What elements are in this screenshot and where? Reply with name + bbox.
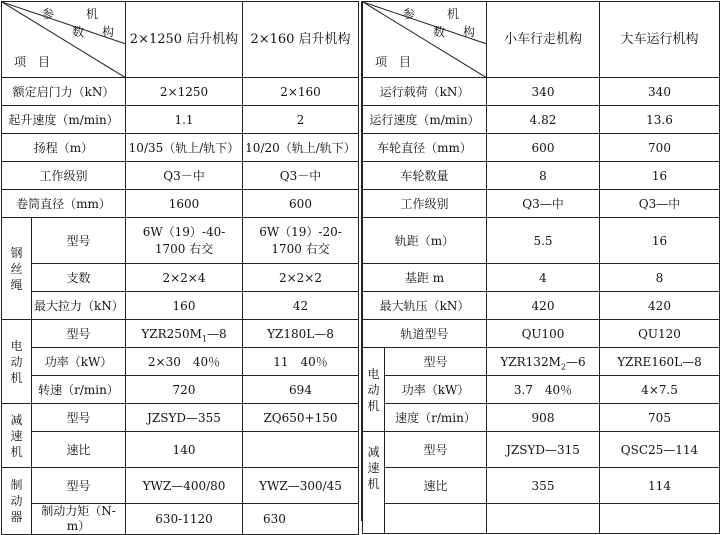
- table-row: [2, 264, 359, 292]
- cell-value: 6W（19）-40-1700 右交: [126, 218, 243, 264]
- cell-value: JZSYD—315: [487, 432, 600, 468]
- cell-value: 700: [600, 134, 720, 162]
- cell-value: 114: [600, 468, 720, 504]
- column-header-2: 2×160 启升机构: [243, 2, 359, 78]
- cell-value: 705: [600, 404, 720, 432]
- row-label: 基距 m: [363, 264, 487, 292]
- cell-value: YZ180L—8: [243, 320, 359, 348]
- cell-value: 720: [126, 376, 243, 404]
- group-label-reducer: [2, 404, 32, 468]
- cell-value: 4.82: [487, 106, 600, 134]
- model-sub: 2: [560, 361, 566, 371]
- parameter-sheet: [1, 1, 719, 533]
- table-row: [363, 106, 720, 134]
- column-header-1: 小车行走机构: [487, 2, 600, 78]
- cell-value: 160: [126, 292, 243, 320]
- group-name: 减速机: [10, 412, 23, 459]
- row-label: 型号: [385, 348, 487, 376]
- header-row: [363, 2, 720, 78]
- table-row: [2, 162, 359, 190]
- cell-value: Q3－中: [243, 162, 359, 190]
- cell-value: 13.6: [600, 106, 720, 134]
- row-label: 车轮直径（mm）: [363, 134, 487, 162]
- row-label: 工作级别: [2, 162, 126, 190]
- cell-value: 1600: [126, 190, 243, 218]
- model-main: YZR250M: [141, 326, 202, 341]
- cell-value: QSC25—114: [600, 432, 720, 468]
- cell-value: 4×7.5: [600, 376, 720, 404]
- column-header-2: 大车运行机构: [600, 2, 720, 78]
- row-label: 额定启门力（kN）: [2, 78, 126, 106]
- row-label: 扬程（m）: [2, 134, 126, 162]
- corner-header-cell: [2, 2, 126, 78]
- cell-value: 10/20（轨上/轨下）: [243, 134, 359, 162]
- table-row: [2, 432, 359, 468]
- table-row: [363, 190, 720, 218]
- header-row: [2, 2, 359, 78]
- cell-value: 3.7 40％: [487, 376, 600, 404]
- table-row: [363, 320, 720, 348]
- row-label: 卷筒直径（mm）: [2, 190, 126, 218]
- table-row: [363, 264, 720, 292]
- table-row: [2, 190, 359, 218]
- table-row: [2, 78, 359, 106]
- corner-label-shu: 数: [72, 25, 85, 39]
- table-row: [2, 468, 359, 504]
- group-label-reducer: [363, 432, 385, 534]
- row-label: 运行速度（m/min）: [363, 106, 487, 134]
- row-label: 最大拉力（kN）: [32, 292, 126, 320]
- corner-label-gou: 构: [102, 25, 115, 39]
- empty-cell: [385, 504, 487, 534]
- cell-value: 8: [600, 264, 720, 292]
- row-label: 制动力矩（N-m）: [32, 504, 126, 535]
- empty-cell: [487, 504, 600, 534]
- row-label: 型号: [32, 468, 126, 504]
- cell-value: YWZ—400/80: [126, 468, 243, 504]
- row-label: 转速（r/min）: [32, 376, 126, 404]
- row-label: 速度（r/min）: [385, 404, 487, 432]
- corner-label-shu: 数: [433, 25, 446, 39]
- corner-label-gou: 构: [463, 25, 476, 39]
- cell-value: 694: [243, 376, 359, 404]
- corner-label-can: 参: [403, 7, 416, 21]
- cell-value: 5.5: [487, 218, 600, 264]
- cell-value: QU100: [487, 320, 600, 348]
- row-label: 型号: [385, 432, 487, 468]
- cell-value: 6W（19）-20-1700 右交: [243, 218, 359, 264]
- table-row: [363, 218, 720, 264]
- corner-label-can: 参: [42, 7, 55, 21]
- table-row: [2, 404, 359, 432]
- row-label: 运行载荷（kN）: [363, 78, 487, 106]
- cell-value: 600: [243, 190, 359, 218]
- cell-value: [487, 348, 600, 376]
- table-row: [363, 432, 720, 468]
- travel-mechanism-table: [362, 1, 720, 534]
- row-label: 轨距（m）: [363, 218, 487, 264]
- cell-value: 2×2×2: [243, 264, 359, 292]
- cell-value: 355: [487, 468, 600, 504]
- cell-value: 2×160: [243, 78, 359, 106]
- cell-value: YWZ—300/45: [243, 468, 359, 504]
- cell-value: 2: [243, 106, 359, 134]
- row-label: 最大轨压（kN）: [363, 292, 487, 320]
- model-tail: —6: [565, 354, 586, 369]
- row-label: 工作级别: [363, 190, 487, 218]
- cell-value: 140: [126, 432, 243, 468]
- row-label: 轨道型号: [363, 320, 487, 348]
- table-row: [2, 320, 359, 348]
- row-label: 起升速度（m/min）: [2, 106, 126, 134]
- cell-value: 8: [487, 162, 600, 190]
- cell-value: 16: [600, 162, 720, 190]
- cell-value: 420: [487, 292, 600, 320]
- group-name: 钢丝绳: [10, 245, 23, 292]
- cell-value: 420: [600, 292, 720, 320]
- cell-value: 340: [487, 78, 600, 106]
- hoist-mechanism-table: [1, 1, 359, 535]
- corner-label-item: 项 目: [375, 55, 412, 69]
- cell-value: [126, 320, 243, 348]
- table-row: [363, 162, 720, 190]
- table-row: [363, 78, 720, 106]
- group-label-motor: [2, 320, 32, 404]
- column-header-1: 2×1250 启升机构: [126, 2, 243, 78]
- cell-value: 2×30 40％: [126, 348, 243, 376]
- cell-value: 908: [487, 404, 600, 432]
- table-row: [2, 348, 359, 376]
- table-row: [2, 106, 359, 134]
- corner-label-item: 项 目: [14, 55, 51, 69]
- row-label: 型号: [32, 404, 126, 432]
- row-label: 功率（kW）: [385, 376, 487, 404]
- cell-value: QU120: [600, 320, 720, 348]
- cell-value: 4: [487, 264, 600, 292]
- table-row: [2, 504, 359, 535]
- model-main: YZR132M: [500, 354, 561, 369]
- table-row: [363, 404, 720, 432]
- cell-value: Q3—中: [600, 190, 720, 218]
- cell-value: 10/35（轨上/轨下）: [126, 134, 243, 162]
- corner-label-ji: 机: [86, 7, 99, 21]
- table-row: [363, 348, 720, 376]
- cell-value: 630-1120: [126, 504, 243, 535]
- cell-value: 11 40％: [243, 348, 359, 376]
- table-row: [2, 134, 359, 162]
- group-name: 减速机: [367, 445, 380, 491]
- row-label: 功率（kW）: [32, 348, 126, 376]
- cell-value: 42: [243, 292, 359, 320]
- row-label: 车轮数量: [363, 162, 487, 190]
- row-label: 速比: [385, 468, 487, 504]
- row-label: 型号: [32, 320, 126, 348]
- table-row: [363, 134, 720, 162]
- group-name: 制动器: [10, 478, 23, 524]
- cell-value: JZSYD—355: [126, 404, 243, 432]
- group-label-wire-rope: [2, 218, 32, 320]
- table-row: [2, 218, 359, 264]
- row-label: 速比: [32, 432, 126, 468]
- table-row: [2, 376, 359, 404]
- group-label-brake: [2, 468, 32, 535]
- cell-value: 16: [600, 218, 720, 264]
- group-name: 电动机: [367, 366, 380, 413]
- table-row-empty: [363, 504, 720, 534]
- table-row: [363, 292, 720, 320]
- corner-header-cell: [363, 2, 487, 78]
- cell-value: 1.1: [126, 106, 243, 134]
- cell-value: 340: [600, 78, 720, 106]
- group-label-motor: [363, 348, 385, 432]
- table-row: [2, 292, 359, 320]
- cell-value: Q3—中: [487, 190, 600, 218]
- cell-value: ZQ650+150: [243, 404, 359, 432]
- cell-value: 630: [243, 504, 359, 535]
- cell-value: YZRE160L—8: [600, 348, 720, 376]
- table-row: [363, 468, 720, 504]
- cell-value: 2×1250: [126, 78, 243, 106]
- empty-cell: [600, 504, 720, 534]
- group-name: 电动机: [10, 338, 23, 385]
- cell-value: 2×2×4: [126, 264, 243, 292]
- model-tail: —8: [206, 326, 227, 341]
- row-label: 型号: [32, 218, 126, 264]
- cell-value: [243, 432, 359, 468]
- cell-value: 600: [487, 134, 600, 162]
- model-sub: 1: [201, 333, 207, 343]
- table-row: [363, 376, 720, 404]
- cell-value: Q3－中: [126, 162, 243, 190]
- row-label: 支数: [32, 264, 126, 292]
- corner-label-ji: 机: [447, 7, 460, 21]
